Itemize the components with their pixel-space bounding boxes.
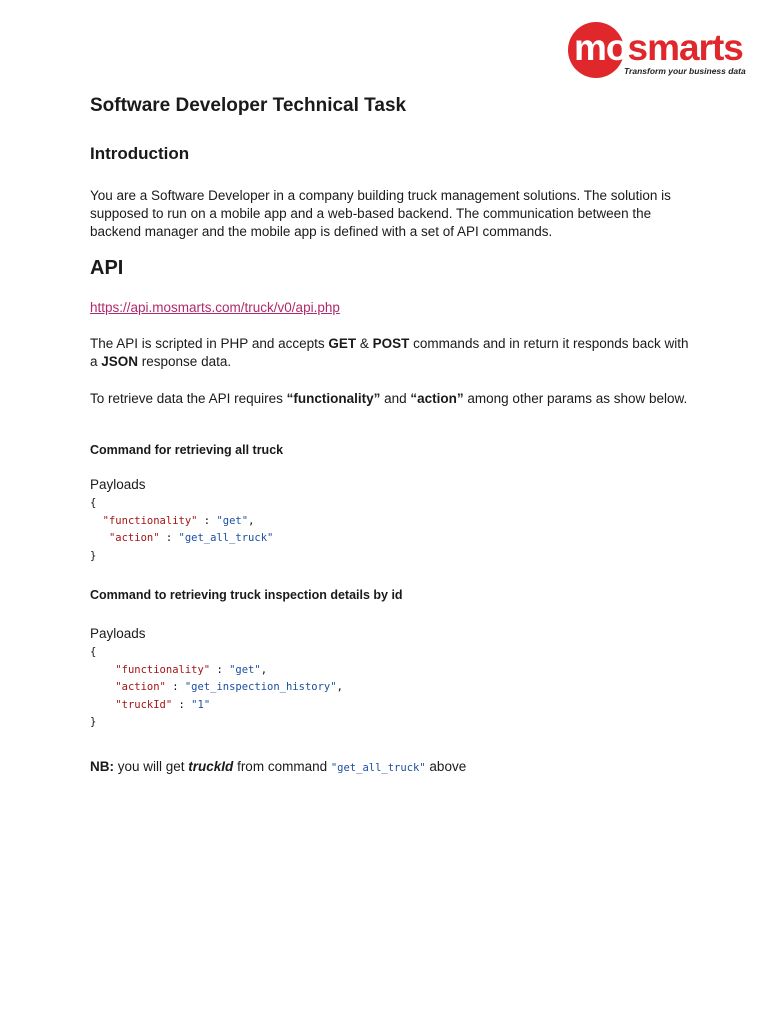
command2-title: Command to retrieving truck inspection details by id bbox=[90, 588, 403, 602]
action-param: “action” bbox=[410, 391, 464, 406]
code-sep: : bbox=[172, 698, 192, 711]
code-key: "action" bbox=[108, 532, 160, 544]
retrieve-desc-text: among other params as show below. bbox=[463, 391, 688, 406]
brace-open: { bbox=[90, 497, 97, 509]
code-sep: : bbox=[165, 681, 185, 693]
code-key: "functionality" bbox=[115, 663, 211, 676]
code-value: "get" bbox=[216, 514, 249, 527]
api-url-link[interactable]: https://api.mosmarts.com/truck/v0/api.php bbox=[90, 300, 340, 315]
code-sep: : bbox=[197, 514, 217, 527]
code-sep: : bbox=[210, 663, 230, 676]
nb-text: from command bbox=[233, 758, 331, 774]
logo-suffix: smarts bbox=[627, 27, 743, 68]
code-key: "truckId" bbox=[115, 698, 173, 711]
document-title: Software Developer Technical Task bbox=[90, 95, 407, 116]
logo-tagline: Transform your business data bbox=[624, 66, 746, 76]
api-description bbox=[90, 335, 690, 371]
logo-prefix: mo bbox=[574, 27, 628, 68]
brace-close: } bbox=[90, 716, 97, 728]
api-desc-amp: & bbox=[356, 336, 373, 351]
api-post-method: POST bbox=[372, 336, 410, 351]
nb-text: you will get bbox=[114, 758, 189, 774]
command1-code-block bbox=[90, 495, 690, 565]
retrieve-desc-text: To retrieve data the API requires bbox=[90, 391, 287, 406]
code-end: , bbox=[248, 514, 255, 527]
api-heading: API bbox=[90, 257, 124, 279]
introduction-paragraph: You are a Software Developer in a company building truck management solutions. The solution is supposed to run on a mobile app and a web-based backend. The communication between the backend manager and the mobile app is defined with a set of API commands. bbox=[90, 188, 671, 239]
nb-command: "get_all_truck" bbox=[330, 761, 426, 774]
code-end: , bbox=[336, 681, 343, 693]
code-value: "1" bbox=[191, 698, 211, 711]
api-get-method: GET bbox=[328, 336, 357, 351]
logo-wordmark bbox=[574, 28, 743, 68]
command1-title: Command for retrieving all truck bbox=[90, 443, 284, 457]
command2-code-block bbox=[90, 644, 690, 732]
api-json-format: JSON bbox=[101, 354, 139, 369]
code-value: "get" bbox=[229, 663, 261, 676]
nb-label: NB bbox=[90, 758, 110, 774]
nb-colon: : bbox=[109, 758, 114, 774]
api-desc-text: commands and in return it responds back with a bbox=[90, 336, 689, 369]
code-value: "get_inspection_history" bbox=[184, 681, 337, 693]
code-key: "action" bbox=[115, 681, 166, 693]
code-sep: : bbox=[159, 532, 179, 544]
retrieve-description bbox=[90, 390, 690, 408]
api-desc-text: The API is scripted in PHP and accepts bbox=[90, 336, 329, 351]
api-url-paragraph bbox=[90, 299, 690, 317]
command1-payload-label: Payloads bbox=[90, 477, 146, 492]
nb-text: above bbox=[425, 758, 467, 774]
code-end: , bbox=[260, 663, 268, 676]
nb-note bbox=[90, 758, 690, 777]
functionality-param: “functionality” bbox=[286, 391, 381, 406]
code-key: "functionality" bbox=[102, 514, 198, 527]
api-desc-text: response data. bbox=[138, 354, 232, 369]
truckid-term: truckId bbox=[188, 758, 234, 774]
mosmarts-logo bbox=[568, 22, 746, 78]
command2-payload-label: Payloads bbox=[90, 626, 146, 641]
code-value: "get_all_truck" bbox=[178, 532, 274, 544]
document-body bbox=[90, 92, 690, 777]
brace-close: } bbox=[90, 549, 97, 562]
brace-open: { bbox=[90, 646, 97, 658]
retrieve-desc-text: and bbox=[380, 391, 411, 406]
introduction-heading: Introduction bbox=[90, 144, 190, 163]
